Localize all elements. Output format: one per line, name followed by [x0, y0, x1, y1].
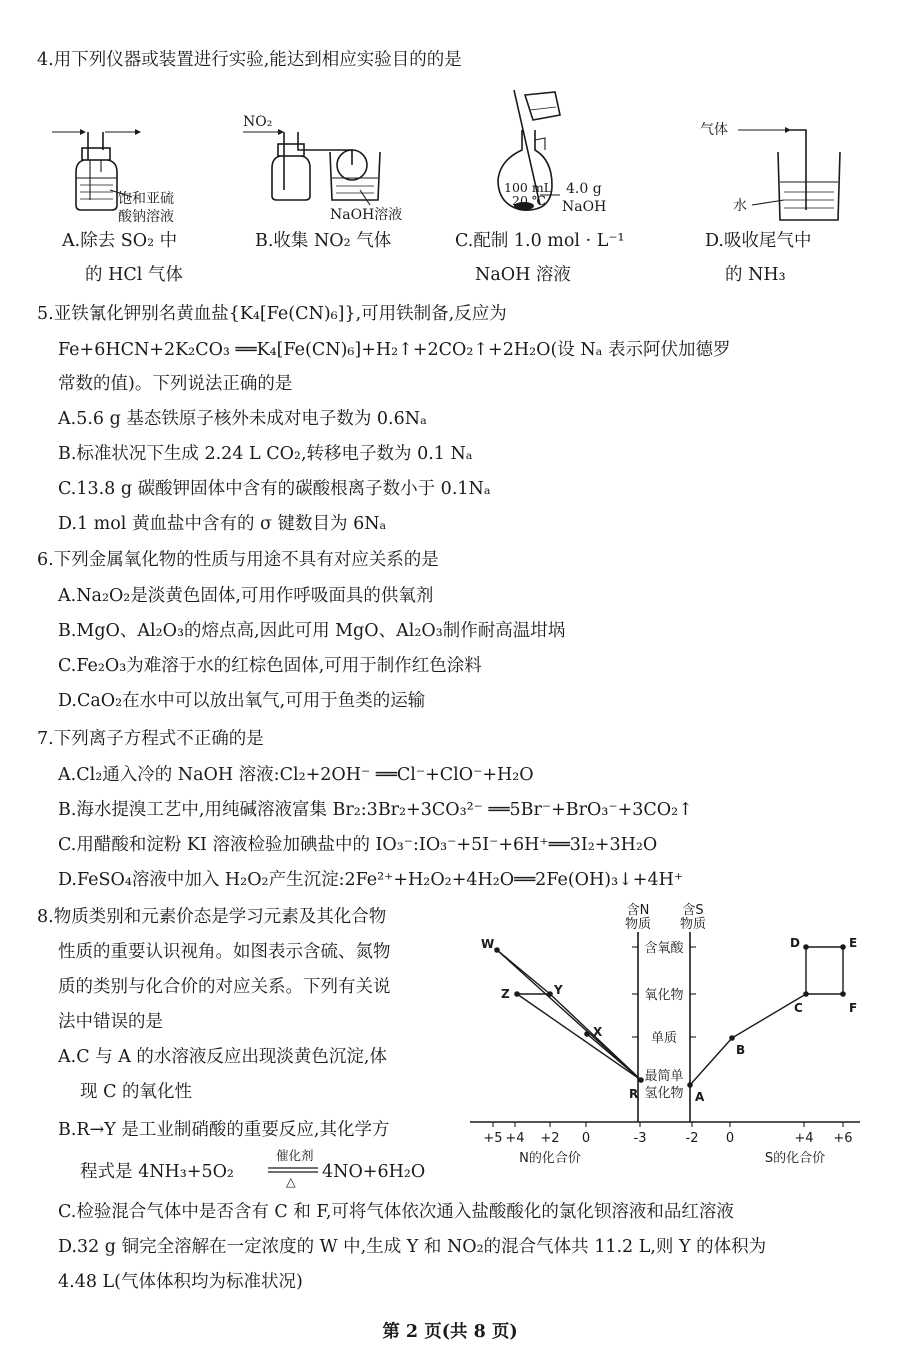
- q8-stem-line3: 质的类别与化合价的对应关系。下列有关说: [58, 977, 391, 997]
- chart-point-label-E: E: [849, 936, 858, 950]
- apparatus-c-naoh-label: NaOH: [562, 199, 607, 215]
- chart-s-tick-label: -2: [685, 1131, 699, 1146]
- chart-category-label: 含氧酸: [644, 941, 684, 956]
- apparatus-c-mass-label: 4.0 g: [566, 181, 602, 197]
- q7-option-c: C.用醋酸和淀粉 KI 溶液检验加碘盐中的 IO₃⁻:IO₃⁻+5I⁻+6H⁺══3I₂+3H₂O: [58, 835, 658, 855]
- q8-option-b-line2b: 4NO+6H₂O: [322, 1162, 426, 1182]
- page-footer: 第 2 页(共 8 页): [382, 1322, 518, 1342]
- chart-n-tick-label: +4: [505, 1131, 525, 1146]
- chart-s-header: 含S: [682, 903, 704, 918]
- q5-option-d: D.1 mol 黄血盐中含有的 σ 键数目为 6Nₐ: [58, 514, 387, 534]
- chart-point-label-D: D: [790, 936, 800, 950]
- apparatus-c-flask-temp: 20 ℃: [512, 193, 546, 208]
- q8-option-d-line1: D.32 g 铜完全溶解在一定浓度的 W 中,生成 Y 和 NO₂的混合气体共 11.2 L,则 Y 的体积为: [58, 1237, 767, 1257]
- chart-point-D: [803, 944, 809, 950]
- chart-point-B: [729, 1035, 735, 1041]
- chart-n-header: 物质: [624, 917, 652, 932]
- chart-point-C: [803, 991, 809, 997]
- q7-option-b: B.海水提溴工艺中,用纯碱溶液富集 Br₂:3Br₂+3CO₃²⁻ ══5Br⁻+BrO₃⁻+3CO₂↑: [58, 800, 693, 820]
- chart-n-tick-label: +5: [483, 1131, 503, 1146]
- q5-option-c: C.13.8 g 碳酸钾固体中含有的碳酸根离子数小于 0.1Nₐ: [58, 479, 491, 499]
- apparatus-a-label-2: 酸钠溶液: [118, 209, 174, 225]
- chart-point-F: [840, 991, 846, 997]
- apparatus-d-water-label: 水: [733, 198, 747, 214]
- q8-option-d-line2: 4.48 L(气体体积均为标准状况): [58, 1272, 303, 1292]
- chart-link-Z-R: [517, 994, 641, 1080]
- q6-option-a: A.Na₂O₂是淡黄色固体,可用作呼吸面具的供氧剂: [58, 586, 434, 606]
- chart-link-A-B: [690, 1038, 732, 1085]
- q5-stem: 5.亚铁氰化钾别名黄血盐{K₄[Fe(CN)₆]},可用铁制备,反应为: [37, 304, 507, 324]
- chart-n-tick-label: 0: [581, 1131, 591, 1146]
- q8-heat-symbol: △: [286, 1174, 296, 1189]
- q8-stem-line2: 性质的重要认识视角。如图表示含硫、氮物: [58, 942, 391, 962]
- chart-category-label: 氧化物: [644, 988, 684, 1003]
- chart-point-Z: [514, 991, 520, 997]
- q6-option-c: C.Fe₂O₃为难溶于水的红棕色固体,可用于制作红色涂料: [58, 656, 482, 676]
- chart-point-label-X: X: [593, 1025, 603, 1039]
- chart-n-header: 含N: [626, 903, 650, 918]
- apparatus-a-label-1: 饱和亚硫: [118, 191, 174, 207]
- q4-option-c-line2: NaOH 溶液: [475, 265, 571, 285]
- chart-point-label-F: F: [849, 1001, 858, 1015]
- q6-option-d: D.CaO₂在水中可以放出氧气,可用于鱼类的运输: [58, 691, 426, 711]
- chart-point-W: [494, 947, 500, 953]
- q4-option-a-line1: A.除去 SO₂ 中: [62, 231, 178, 251]
- q6-stem: 6.下列金属氧化物的性质与用途不具有对应关系的是: [37, 550, 439, 570]
- chart-point-E: [840, 944, 846, 950]
- q5-option-a: A.5.6 g 基态铁原子核外未成对电子数为 0.6Nₐ: [58, 409, 427, 429]
- chart-s-header: 物质: [679, 917, 707, 932]
- chart-point-label-W: W: [481, 937, 495, 951]
- chart-point-R: [638, 1077, 644, 1083]
- chart-s-tick-label: 0: [725, 1131, 735, 1146]
- chart-category-label: 单质: [650, 1031, 678, 1046]
- q4-option-d-line1: D.吸收尾气中: [705, 231, 812, 251]
- q4-stem: 4.用下列仪器或装置进行实验,能达到相应实验目的的是: [37, 50, 462, 70]
- q7-stem: 7.下列离子方程式不正确的是: [37, 729, 264, 749]
- apparatus-b-naoh-label: NaOH溶液: [330, 207, 403, 223]
- q8-option-b-line2a: 程式是 4NH₃+5O₂: [80, 1162, 234, 1182]
- apparatus-b-no2-label: NO₂: [243, 114, 273, 130]
- chart-s-tick-label: +4: [794, 1131, 814, 1146]
- q8-stem-line4: 法中错误的是: [58, 1012, 163, 1032]
- q7-option-d: D.FeSO₄溶液中加入 H₂O₂产生沉淀:2Fe²⁺+H₂O₂+4H₂O══2Fe(OH)₃↓+4H⁺: [58, 870, 684, 890]
- q8-option-b-line1: B.R→Y 是工业制硝酸的重要反应,其化学方: [58, 1120, 390, 1140]
- q5-equation: Fe+6HCN+2K₂CO₃ ══K₄[Fe(CN)₆]+H₂↑+2CO₂↑+2H₂O(设 Nₐ 表示阿伏加德罗: [58, 340, 731, 360]
- q4-option-d-line2: 的 NH₃: [725, 265, 786, 285]
- chart-category-label: 最简单: [644, 1069, 684, 1084]
- q4-option-b: B.收集 NO₂ 气体: [255, 231, 392, 251]
- q8-option-a-line2: 现 C 的氧化性: [80, 1082, 193, 1102]
- chart-link-X-R: [587, 1034, 641, 1080]
- chart-n-axis-label: N的化合价: [519, 1151, 581, 1166]
- chart-point-label-A: A: [695, 1090, 705, 1104]
- chart-point-A: [687, 1082, 693, 1088]
- q8-stem-line1: 8.物质类别和元素价态是学习元素及其化合物: [37, 907, 387, 927]
- apparatus-c-flask-volume: 100 mL: [504, 180, 552, 195]
- q5-option-b: B.标准状况下生成 2.24 L CO₂,转移电子数为 0.1 Nₐ: [58, 444, 473, 464]
- q7-option-a: A.Cl₂通入冷的 NaOH 溶液:Cl₂+2OH⁻ ══Cl⁻+ClO⁻+H₂O: [58, 765, 534, 785]
- chart-n-tick-label: -3: [633, 1131, 647, 1146]
- chart-s-tick-label: +6: [833, 1131, 853, 1146]
- apparatus-d-gas-label: 气体: [700, 122, 728, 138]
- chart-n-tick-label: +2: [540, 1131, 560, 1146]
- chart-s-axis-label: S的化合价: [764, 1151, 826, 1166]
- chart-category-label: 氢化物: [644, 1086, 684, 1101]
- q8-option-a-line1: A.C 与 A 的水溶液反应出现淡黄色沉淀,体: [58, 1047, 387, 1067]
- q8-catalyst-label: 催化剂: [276, 1148, 314, 1163]
- q6-option-b: B.MgO、Al₂O₃的熔点高,因此可用 MgO、Al₂O₃制作耐高温坩埚: [58, 621, 566, 641]
- q8-option-c: C.检验混合气体中是否含有 C 和 F,可将气体依次通入盐酸酸化的氯化钡溶液和品红溶液: [58, 1202, 734, 1222]
- chart-point-X: [584, 1031, 590, 1037]
- q4-option-a-line2: 的 HCl 气体: [85, 265, 183, 285]
- chart-point-label-C: C: [794, 1001, 803, 1015]
- chart-point-Y: [547, 991, 553, 997]
- chart-point-label-B: B: [736, 1043, 746, 1057]
- q4-option-c-line1: C.配制 1.0 mol · L⁻¹: [455, 231, 625, 251]
- q5-stem-end: 常数的值)。下列说法正确的是: [58, 374, 293, 394]
- chart-point-label-Y: Y: [554, 983, 563, 997]
- chart-point-label-Z: Z: [501, 987, 510, 1001]
- chart-point-label-R: R: [629, 1087, 639, 1101]
